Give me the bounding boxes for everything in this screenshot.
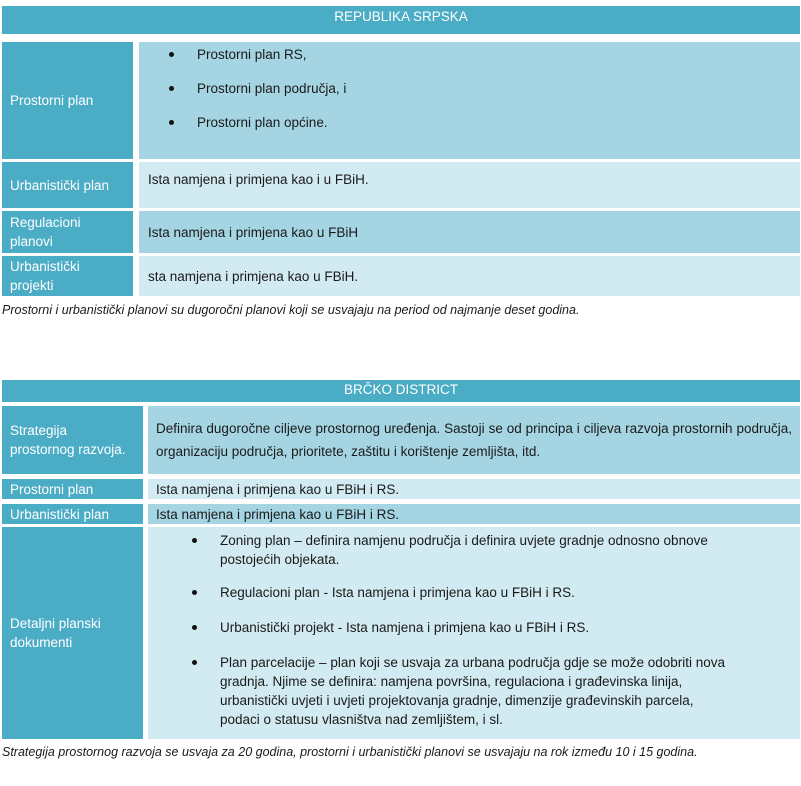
row-label-urbanisticki-plan: Urbanistički plan <box>2 162 133 208</box>
list-item: Zoning plan – definira namjenu područja i definira uvjete gradnje odnosno obnove postojećih objekata. <box>148 531 728 569</box>
list-item: Prostorni plan općine. <box>139 113 800 132</box>
bullet-list <box>139 45 800 132</box>
row-content-regulacioni-planovi: Ista namjena i primjena kao u FBiH <box>139 211 800 253</box>
table-header: REPUBLIKA SRPSKA <box>2 6 800 34</box>
table-note: Strategija prostornog razvoja se usvaja za 20 godina, prostorni i urbanistički planovi se usvajaju na rok između 10 i 15 godina. <box>2 745 698 759</box>
list-item: Prostorni plan područja, i <box>139 79 800 113</box>
list-item: Prostorni plan RS, <box>139 45 800 79</box>
row-label-strategija: Strategija prostornog razvoja. <box>2 406 143 474</box>
row-label-regulacioni-planovi: Regulacioni planovi <box>2 211 133 253</box>
list-item: Urbanistički projekt - Ista namjena i primjena kao u FBiH i RS. <box>148 618 728 637</box>
row-label-urbanisticki-projekti: Urbanistički projekti <box>2 256 133 296</box>
republika-srpska-table <box>2 0 800 293</box>
bullet-list <box>148 531 728 729</box>
row-label-urbanisticki-plan: Urbanistički plan <box>2 504 143 524</box>
row-label-detaljni-planski: Detaljni planski dokumenti <box>2 527 143 739</box>
row-content-urbanisticki-plan: Ista namjena i primjena kao i u FBiH. <box>139 162 800 208</box>
table-note: Prostorni i urbanistički planovi su dugoročni planovi koji se usvajaju na period od najmanje deset godina. <box>2 303 580 317</box>
row-content-urbanisticki-projekti: sta namjena i primjena kao u FBiH. <box>139 256 800 296</box>
list-item: Plan parcelacije – plan koji se usvaja za urbana područja gdje se može odobriti nova gradnja. Njime se definira: namjena površina, regulaciona i građevinska linija, urbanistički uvjeti i uvjeti projektovanja gradnje, dimenzije građevinskih parcela, podaci o statusu vlasništva nad zemljištem, i sl. <box>148 653 728 729</box>
row-label-prostorni-plan: Prostorni plan <box>2 479 143 499</box>
row-content-strategija <box>148 406 800 474</box>
row-label-prostorni-plan: Prostorni plan <box>2 42 133 159</box>
brcko-district-table <box>2 380 800 740</box>
row-content-urbanisticki-plan: Ista namjena i primjena kao u FBiH i RS. <box>148 504 800 524</box>
cell-text: Definira dugoročne ciljeve prostornog uređenja. Sastoji se od principa i ciljeva razvoja prostornih područja, organizaciju područja, prioritete, zaštitu i korištenje zemljišta, itd. <box>156 421 792 459</box>
row-content-prostorni-plan <box>139 42 800 159</box>
row-content-detaljni-planski <box>148 527 800 739</box>
row-content-prostorni-plan: Ista namjena i primjena kao u FBiH i RS. <box>148 479 800 499</box>
list-item: Regulacioni plan - Ista namjena i primjena kao u FBiH i RS. <box>148 583 728 602</box>
table-header: BRČKO DISTRICT <box>2 380 800 402</box>
